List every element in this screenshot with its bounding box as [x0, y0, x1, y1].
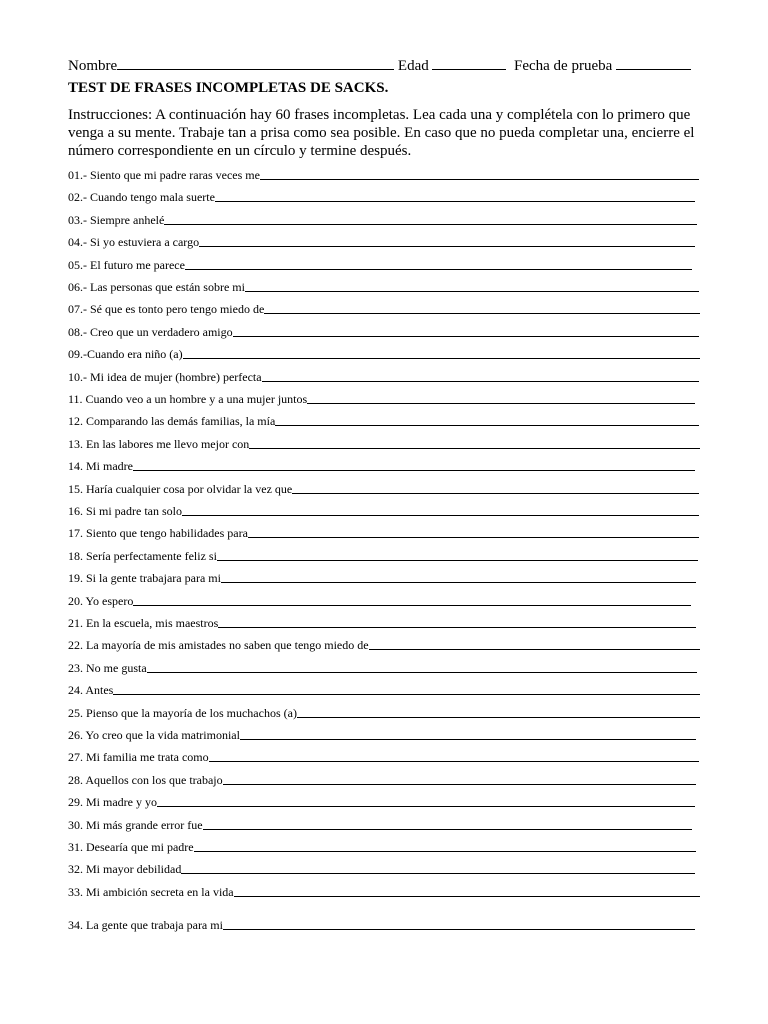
answer-line[interactable]: [260, 178, 699, 180]
sentence-item: [68, 412, 699, 428]
answer-line[interactable]: [233, 335, 699, 337]
sentence-stem: 08.- Creo que un verdadero amigo: [68, 324, 233, 339]
answer-line[interactable]: [194, 850, 696, 852]
sentence-stem: 26. Yo creo que la vida matrimonial: [68, 728, 240, 742]
sentence-item: [68, 166, 699, 182]
answer-line[interactable]: [133, 469, 695, 471]
sentence-stem: 21. En la escuela, mis maestros: [68, 616, 219, 630]
sentence-item: [68, 278, 699, 294]
sentence-item: [68, 816, 692, 832]
sentence-item: [68, 916, 695, 932]
answer-line[interactable]: [164, 223, 697, 225]
answer-line[interactable]: [297, 716, 700, 718]
sentence-stem: 14. Mi madre: [68, 459, 133, 474]
answer-line[interactable]: [264, 312, 700, 314]
sentence-item: [68, 659, 697, 675]
sentence-item: [68, 592, 691, 608]
answer-line[interactable]: [223, 928, 695, 930]
sentence-item: [68, 793, 695, 809]
sentence-stem: 20. Yo espero: [68, 593, 134, 608]
answer-line[interactable]: [113, 693, 700, 695]
sentence-stem: 02.- Cuando tengo mala suerte: [68, 190, 215, 205]
sentence-stem: 30. Mi más grande error fue: [68, 817, 203, 832]
sentence-item: [68, 547, 698, 563]
sentence-stem: 23. No me gusta: [68, 660, 147, 675]
sentence-item: [68, 368, 699, 384]
name-blank[interactable]: [117, 55, 394, 70]
sentence-item: [68, 390, 695, 406]
answer-line[interactable]: [157, 805, 695, 807]
sentence-stem: 18. Sería perfectamente feliz si: [68, 548, 217, 563]
sentence-stem: 25. Pienso que la mayoría de los muchachos (a): [68, 705, 297, 720]
sentence-item: [68, 681, 700, 697]
answer-line[interactable]: [369, 648, 700, 650]
sentence-item: [68, 614, 696, 630]
answer-line[interactable]: [262, 380, 699, 382]
sentence-stem: 22. La mayoría de mis amistades no saben que tengo miedo de: [68, 638, 369, 653]
instructions-text: Instrucciones: A continuación hay 60 frases incompletas. Lea cada una y complétela con lo primero que venga a su mente. Trabaje tan a prisa como sea posible. En caso que no pueda completar una, encierre el número correspondiente en un círculo y termine después.: [68, 107, 695, 159]
sentence-stem: 17. Siento que tengo habilidades para: [68, 526, 248, 541]
age-label: Edad: [397, 58, 429, 74]
sentence-item: [68, 726, 696, 742]
sentence-item: [68, 211, 697, 227]
sentence-stem: 32. Mi mayor debilidad: [68, 862, 182, 877]
sentence-stem: 13. En las labores me llevo mejor con: [68, 436, 250, 451]
sentence-item: [68, 636, 700, 652]
sentence-stem: 04.- Si yo estuviera a cargo: [68, 235, 200, 250]
sentence-stem: 03.- Siempre anhelé: [68, 212, 165, 227]
sentence-item: [68, 256, 692, 272]
answer-line[interactable]: [275, 424, 699, 426]
sentence-item: [68, 883, 700, 899]
sentence-item: [68, 300, 700, 316]
sentence-stem: 31. Desearía que mi padre: [68, 840, 194, 854]
answer-line[interactable]: [245, 290, 699, 292]
sentence-item: [68, 860, 695, 876]
sentence-item: [68, 524, 699, 540]
answer-line[interactable]: [215, 200, 695, 202]
answer-line[interactable]: [133, 604, 691, 606]
answer-line[interactable]: [223, 783, 696, 785]
answer-line[interactable]: [183, 357, 700, 359]
sentence-stem: 29. Mi madre y yo: [68, 795, 157, 810]
answer-line[interactable]: [292, 492, 699, 494]
sentence-stem: 06.- Las personas que están sobre mi: [68, 280, 245, 294]
answer-line[interactable]: [248, 536, 699, 538]
date-label: Fecha de prueba: [513, 58, 613, 74]
answer-line[interactable]: [199, 245, 695, 247]
sentence-stem: 09.-Cuando era niño (a): [68, 347, 183, 362]
name-label: Nombre: [68, 58, 118, 74]
sentence-stem: 01.- Siento que mi padre raras veces me: [68, 168, 260, 182]
sentence-item: [68, 838, 696, 854]
header-fields: [68, 55, 708, 76]
test-title: TEST DE FRASES INCOMPLETAS DE SACKS.: [68, 80, 389, 96]
sentence-item: [68, 502, 699, 518]
sentence-stem: 16. Si mi padre tan solo: [68, 504, 182, 518]
answer-line[interactable]: [234, 895, 700, 897]
sentence-item: [68, 704, 700, 720]
sentence-stem: 12. Comparando las demás familias, la mía: [68, 414, 276, 429]
age-blank[interactable]: [432, 55, 506, 70]
answer-line[interactable]: [307, 402, 695, 404]
date-blank[interactable]: [616, 55, 691, 70]
sentence-item: [68, 345, 700, 361]
answer-line[interactable]: [182, 514, 699, 516]
sentence-stem: 05.- El futuro me parece: [68, 257, 185, 272]
sentence-item: [68, 771, 696, 787]
sentence-stem: 27. Mi familia me trata como: [68, 750, 209, 765]
sentence-item: [68, 323, 699, 339]
sentence-stem: 15. Haría cualquier cosa por olvidar la vez que: [68, 481, 293, 496]
answer-line[interactable]: [181, 872, 695, 874]
sentence-stem: 33. Mi ambición secreta en la vida: [68, 884, 234, 899]
sentence-stem: 11. Cuando veo a un hombre y a una mujer juntos: [68, 392, 308, 406]
sentence-item: [68, 233, 695, 249]
sentence-item: [68, 480, 699, 496]
sentence-stem: 28. Aquellos con los que trabajo: [68, 772, 223, 787]
sentence-stem: 07.- Sé que es tonto pero tengo miedo de: [68, 302, 265, 317]
answer-line[interactable]: [240, 738, 696, 740]
sentence-item: [68, 435, 700, 451]
answer-line[interactable]: [203, 828, 692, 830]
answer-line[interactable]: [249, 447, 700, 449]
sentence-item: [68, 748, 699, 764]
sentence-stem: 24. Antes: [68, 683, 114, 698]
sentence-item: [68, 188, 695, 204]
sentence-item: [68, 457, 695, 473]
answer-line[interactable]: [147, 671, 697, 673]
answer-line[interactable]: [185, 268, 692, 270]
answer-line[interactable]: [217, 559, 698, 561]
answer-line[interactable]: [209, 760, 699, 762]
sentence-stem: 19. Si la gente trabajara para mi: [68, 571, 221, 586]
sentence-stem: 34. La gente que trabaja para mi: [68, 918, 223, 933]
answer-line[interactable]: [221, 581, 696, 583]
answer-line[interactable]: [218, 626, 696, 628]
sentence-stem: 10.- Mi idea de mujer (hombre) perfecta: [68, 369, 262, 384]
sentence-item: [68, 569, 696, 585]
